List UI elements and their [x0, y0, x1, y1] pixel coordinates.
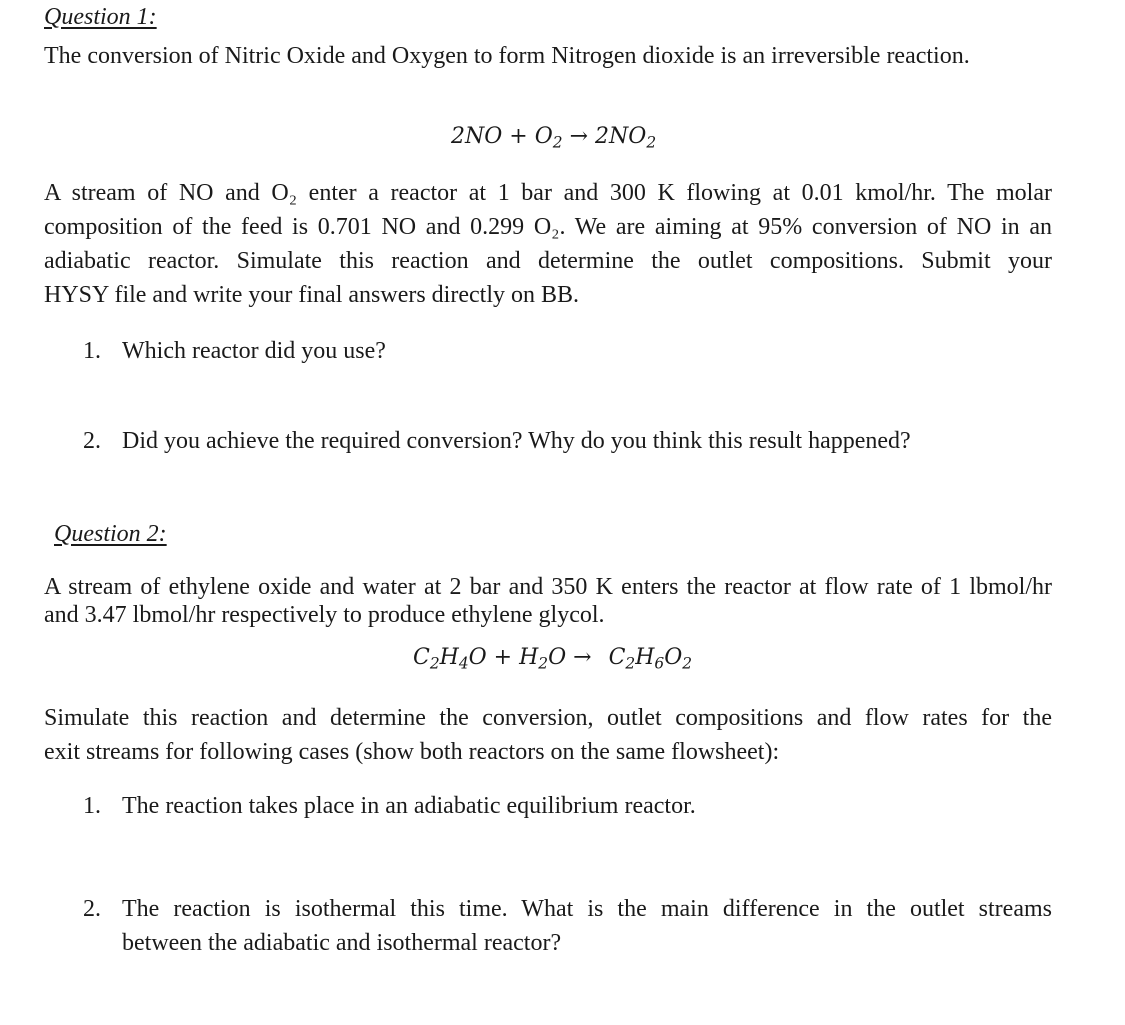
eq1-lhs-o2: $O_2$	[534, 124, 563, 152]
eq1-plus: +	[509, 124, 528, 149]
list-text: The reaction takes place in an adiabatic equilibrium reactor.	[122, 793, 696, 819]
q2-para-line: and 3.47 lbmol/hr respectively to produce ethylene glycol.	[44, 602, 605, 628]
list-text: Which reactor did you use?	[122, 338, 386, 364]
eq2-arrow: →	[573, 645, 592, 670]
eq1-lhs-no: 2NO	[451, 124, 503, 149]
q1-para-line: composition of the feed is 0.701 NO and 0.299 O₂. We are aiming at 95% conversion of NO in an	[44, 214, 1052, 240]
q2-para-line: A stream of ethylene oxide and water at 2 bar and 350 K enters the reactor at flow rate of 1 lbmol/hr	[44, 574, 1052, 600]
question-1-intro: The conversion of Nitric Oxide and Oxygen to form Nitrogen dioxide is an irreversible reaction.	[44, 43, 970, 69]
question-1-paragraph	[44, 176, 1052, 312]
q2-para-line: Simulate this reaction and determine the conversion, outlet compositions and flow rates for the	[44, 705, 1052, 731]
question-1-equation	[451, 124, 657, 152]
q1-para-line: HYSY file and write your final answers directly on BB.	[44, 282, 579, 308]
question-1-heading: Question 1:	[44, 4, 157, 30]
list-number: 2.	[83, 428, 101, 454]
question-2-paragraph-1	[44, 573, 1052, 629]
eq2-plus: +	[493, 645, 513, 670]
eq1-rhs-no2: $2NO_2$	[595, 124, 657, 152]
question-2-paragraph-2	[44, 701, 1052, 769]
eq1-arrow: →	[569, 124, 589, 149]
list-text: Did you achieve the required conversion? Why do you think this result happened?	[122, 428, 911, 454]
list-number: 1.	[83, 338, 101, 364]
list-number: 2.	[83, 896, 101, 922]
question-2-heading: Question 2:	[54, 521, 167, 547]
eq2-water: $H_2O$	[519, 645, 567, 673]
eq2-ethylene-glycol: $C_2H_6O_2$	[608, 645, 693, 673]
q1-para-line: adiabatic reactor. Simulate this reaction and determine the outlet compositions. Submit your	[44, 248, 1052, 274]
q1-para-line: A stream of NO and O₂ enter a reactor at 1 bar and 300 K flowing at 0.01 kmol/hr. The molar	[44, 180, 1052, 206]
question-2-equation	[413, 645, 693, 673]
q2-para-line: exit streams for following cases (show both reactors on the same flowsheet):	[44, 739, 780, 765]
eq2-ethylene-oxide: $C_2H_4O$	[413, 645, 487, 673]
list-number: 1.	[83, 793, 101, 819]
list-text: The reaction is isothermal this time. What is the main difference in the outlet streams	[122, 896, 1052, 922]
list-text: between the adiabatic and isothermal reactor?	[122, 930, 562, 956]
